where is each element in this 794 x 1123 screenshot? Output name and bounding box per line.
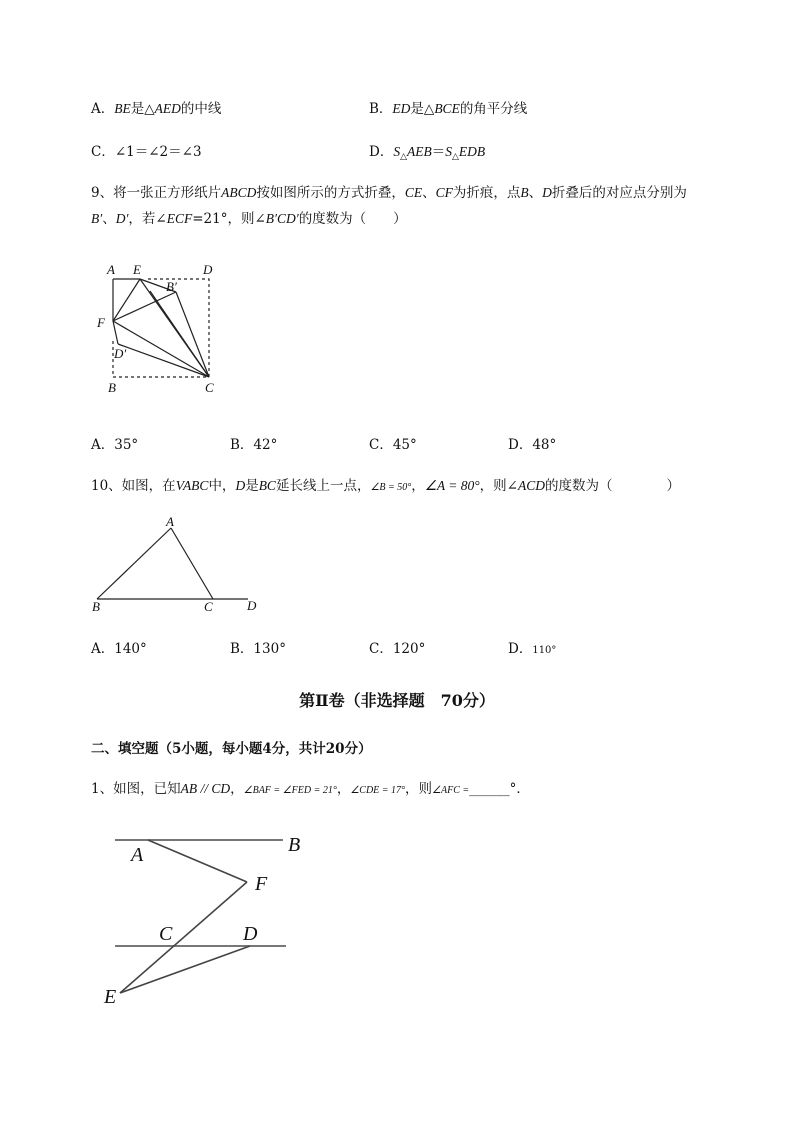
q9-option-d: D．48°: [508, 437, 557, 453]
q9-label-c: C: [205, 380, 214, 395]
part2-title: 第Ⅱ卷（非选择题 70分）: [299, 691, 495, 710]
q9-label-b: B: [108, 380, 116, 395]
q10-stem: 10、如图，在VABC中，D是BC延长线上一点，∠B = 50°，∠A = 80°，则∠ACD的度数为（ ）: [91, 478, 680, 494]
f1-label-e: E: [104, 986, 117, 1008]
q9-label-d: D: [203, 262, 213, 277]
answer-blank[interactable]: ______: [469, 781, 510, 797]
q10-option-c: C．120°: [369, 641, 426, 657]
f1-stem: 1、如图，已知AB // CD，∠BAF = ∠FED = 21°，∠CDE = 17°，则∠AFC =______°．: [91, 781, 530, 797]
q9-label-a: A: [107, 262, 115, 277]
q9-label-d-prime: D′: [114, 346, 127, 361]
q8-option-d: D．$S_\triangle AEB=S_\triangle EDB$: [369, 144, 486, 162]
section-heading: 二、填空题（5小题，每小题4分，共计20分）: [91, 741, 372, 757]
q9-option-c: C．45°: [369, 437, 417, 453]
f1-label-d: D: [243, 923, 258, 945]
f1-label-b: B: [288, 834, 301, 856]
f1-label-a: A: [131, 844, 144, 866]
q10-label-d: D: [247, 598, 257, 613]
f1-label-c: C: [159, 923, 173, 945]
q8-option-c: C．∠1＝∠2＝∠3: [91, 144, 202, 160]
q10-label-a: A: [166, 514, 174, 529]
q10-label-b: B: [92, 599, 100, 614]
q8-option-b: B．ED是△BCE的角平分线: [369, 101, 528, 117]
q10-label-c: C: [204, 599, 213, 614]
q9-label-b-prime: B′: [166, 279, 177, 294]
q10-option-b: B．130°: [230, 641, 286, 657]
q9-option-b: B．42°: [230, 437, 278, 453]
q10-option-a: A．140°: [91, 641, 147, 657]
f1-segment-ed: [120, 946, 250, 993]
f1-segment-af: [148, 840, 247, 882]
q9-label-e: E: [133, 262, 141, 277]
q10-option-d: D．110°: [508, 641, 557, 657]
q9-label-f: F: [97, 315, 105, 330]
q9-stem-line2: B′、D′，若∠ECF=21°，则∠B′CD′的度数为（ ）: [91, 211, 407, 227]
q9-stem-line1: 9、将一张正方形纸片ABCD按如图所示的方式折叠，CE、CF为折痕，点B、D折叠后的对应点分别为: [91, 185, 687, 201]
f1-label-f: F: [255, 873, 268, 895]
q8-option-a: A．BE是△AED的中线: [91, 101, 222, 117]
q9-option-a: A．35°: [91, 437, 139, 453]
f1-segment-fe: [120, 882, 247, 993]
